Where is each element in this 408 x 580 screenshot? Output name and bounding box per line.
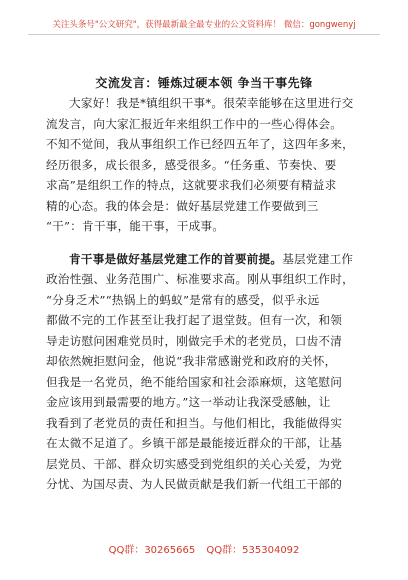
paragraph-first-line-rest: 基层党建工作 — [282, 251, 354, 266]
paragraph-lead-sentence: 肯干事是做好基层党建工作的首要前提。 — [69, 251, 283, 266]
paragraph-line: 经历很多，成长很多，感受很多。“任务重、节奏快、要 — [46, 157, 337, 172]
paragraph-line: 层党员、干部、群众切实感受到党组织的关心关爱，为党 — [46, 456, 343, 471]
document-title: 交流发言：锤炼过硬本领 争当干事先锋 — [95, 76, 313, 90]
paragraph-line: 导走访慰问困难党员时，刚做完手术的老党员，口齿不清 — [46, 333, 343, 348]
paragraph-line: 在太微不足道了。乡镇干部是最能接近群众的干部，让基 — [46, 436, 343, 450]
paragraph-line: “干”：肯干事，能干事，干成事。 — [46, 219, 225, 233]
paragraph-line: 大家好！我是*镇组织干事*。很荣幸能够在这里进行交 — [69, 96, 354, 110]
footer-contact — [0, 541, 408, 556]
paragraph-line: 政治性强、业务范围广、标准要求高。刚从事组织工作时， — [46, 272, 354, 286]
document-body — [46, 93, 364, 495]
paragraph-line: 精的心态。我的体会是：做好基层党建工作要做到三 — [46, 198, 319, 213]
paragraph-line: 求高”是组织工作的特点，这就要求我们必须要有精益求 — [46, 178, 337, 192]
paragraph-line: “分身乏术”“热锅上的蚂蚁”是常有的感受，似乎永远 — [46, 292, 320, 307]
paragraph-line: 我看到了老党员的责任和担当。与他们相比，我能做得实 — [46, 415, 343, 430]
paragraph-line: 金应该用到最需要的地方。”这一举动让我深受感触，让 — [46, 395, 331, 409]
paragraph-first-line — [46, 249, 364, 270]
paragraph-line: 都做不完的工作甚至让我打起了退堂鼓。但有一次，和领 — [46, 313, 343, 327]
paragraph-line: 但我是一名党员，绝不能给国家和社会添麻烦，这笔慰问 — [46, 374, 343, 389]
footer-qq-group-2: QQ群：535304092 — [206, 545, 300, 556]
header-divider — [28, 34, 380, 35]
paragraph-line: 分忧、为国尽责、为人民做贡献是我们新一代组工干部的 — [46, 477, 343, 491]
footer-qq-group-1: QQ群：30265665 — [108, 545, 196, 556]
paragraph-line: 流发言，向大家汇报近年来组织工作中的一些心得体会。 — [46, 116, 343, 131]
paragraph-line: 不知不觉间，我从事组织工作已经四五年了，这四年多来， — [46, 137, 354, 151]
paragraph-line: 却依然婉拒慰问金，他说“我非常感谢党和政府的关怀， — [46, 354, 337, 368]
header-promo-note: 关注头条号"公文研究"，获得最新最全最专业的公文资料库！ 微信：gongwenyj — [52, 20, 356, 30]
